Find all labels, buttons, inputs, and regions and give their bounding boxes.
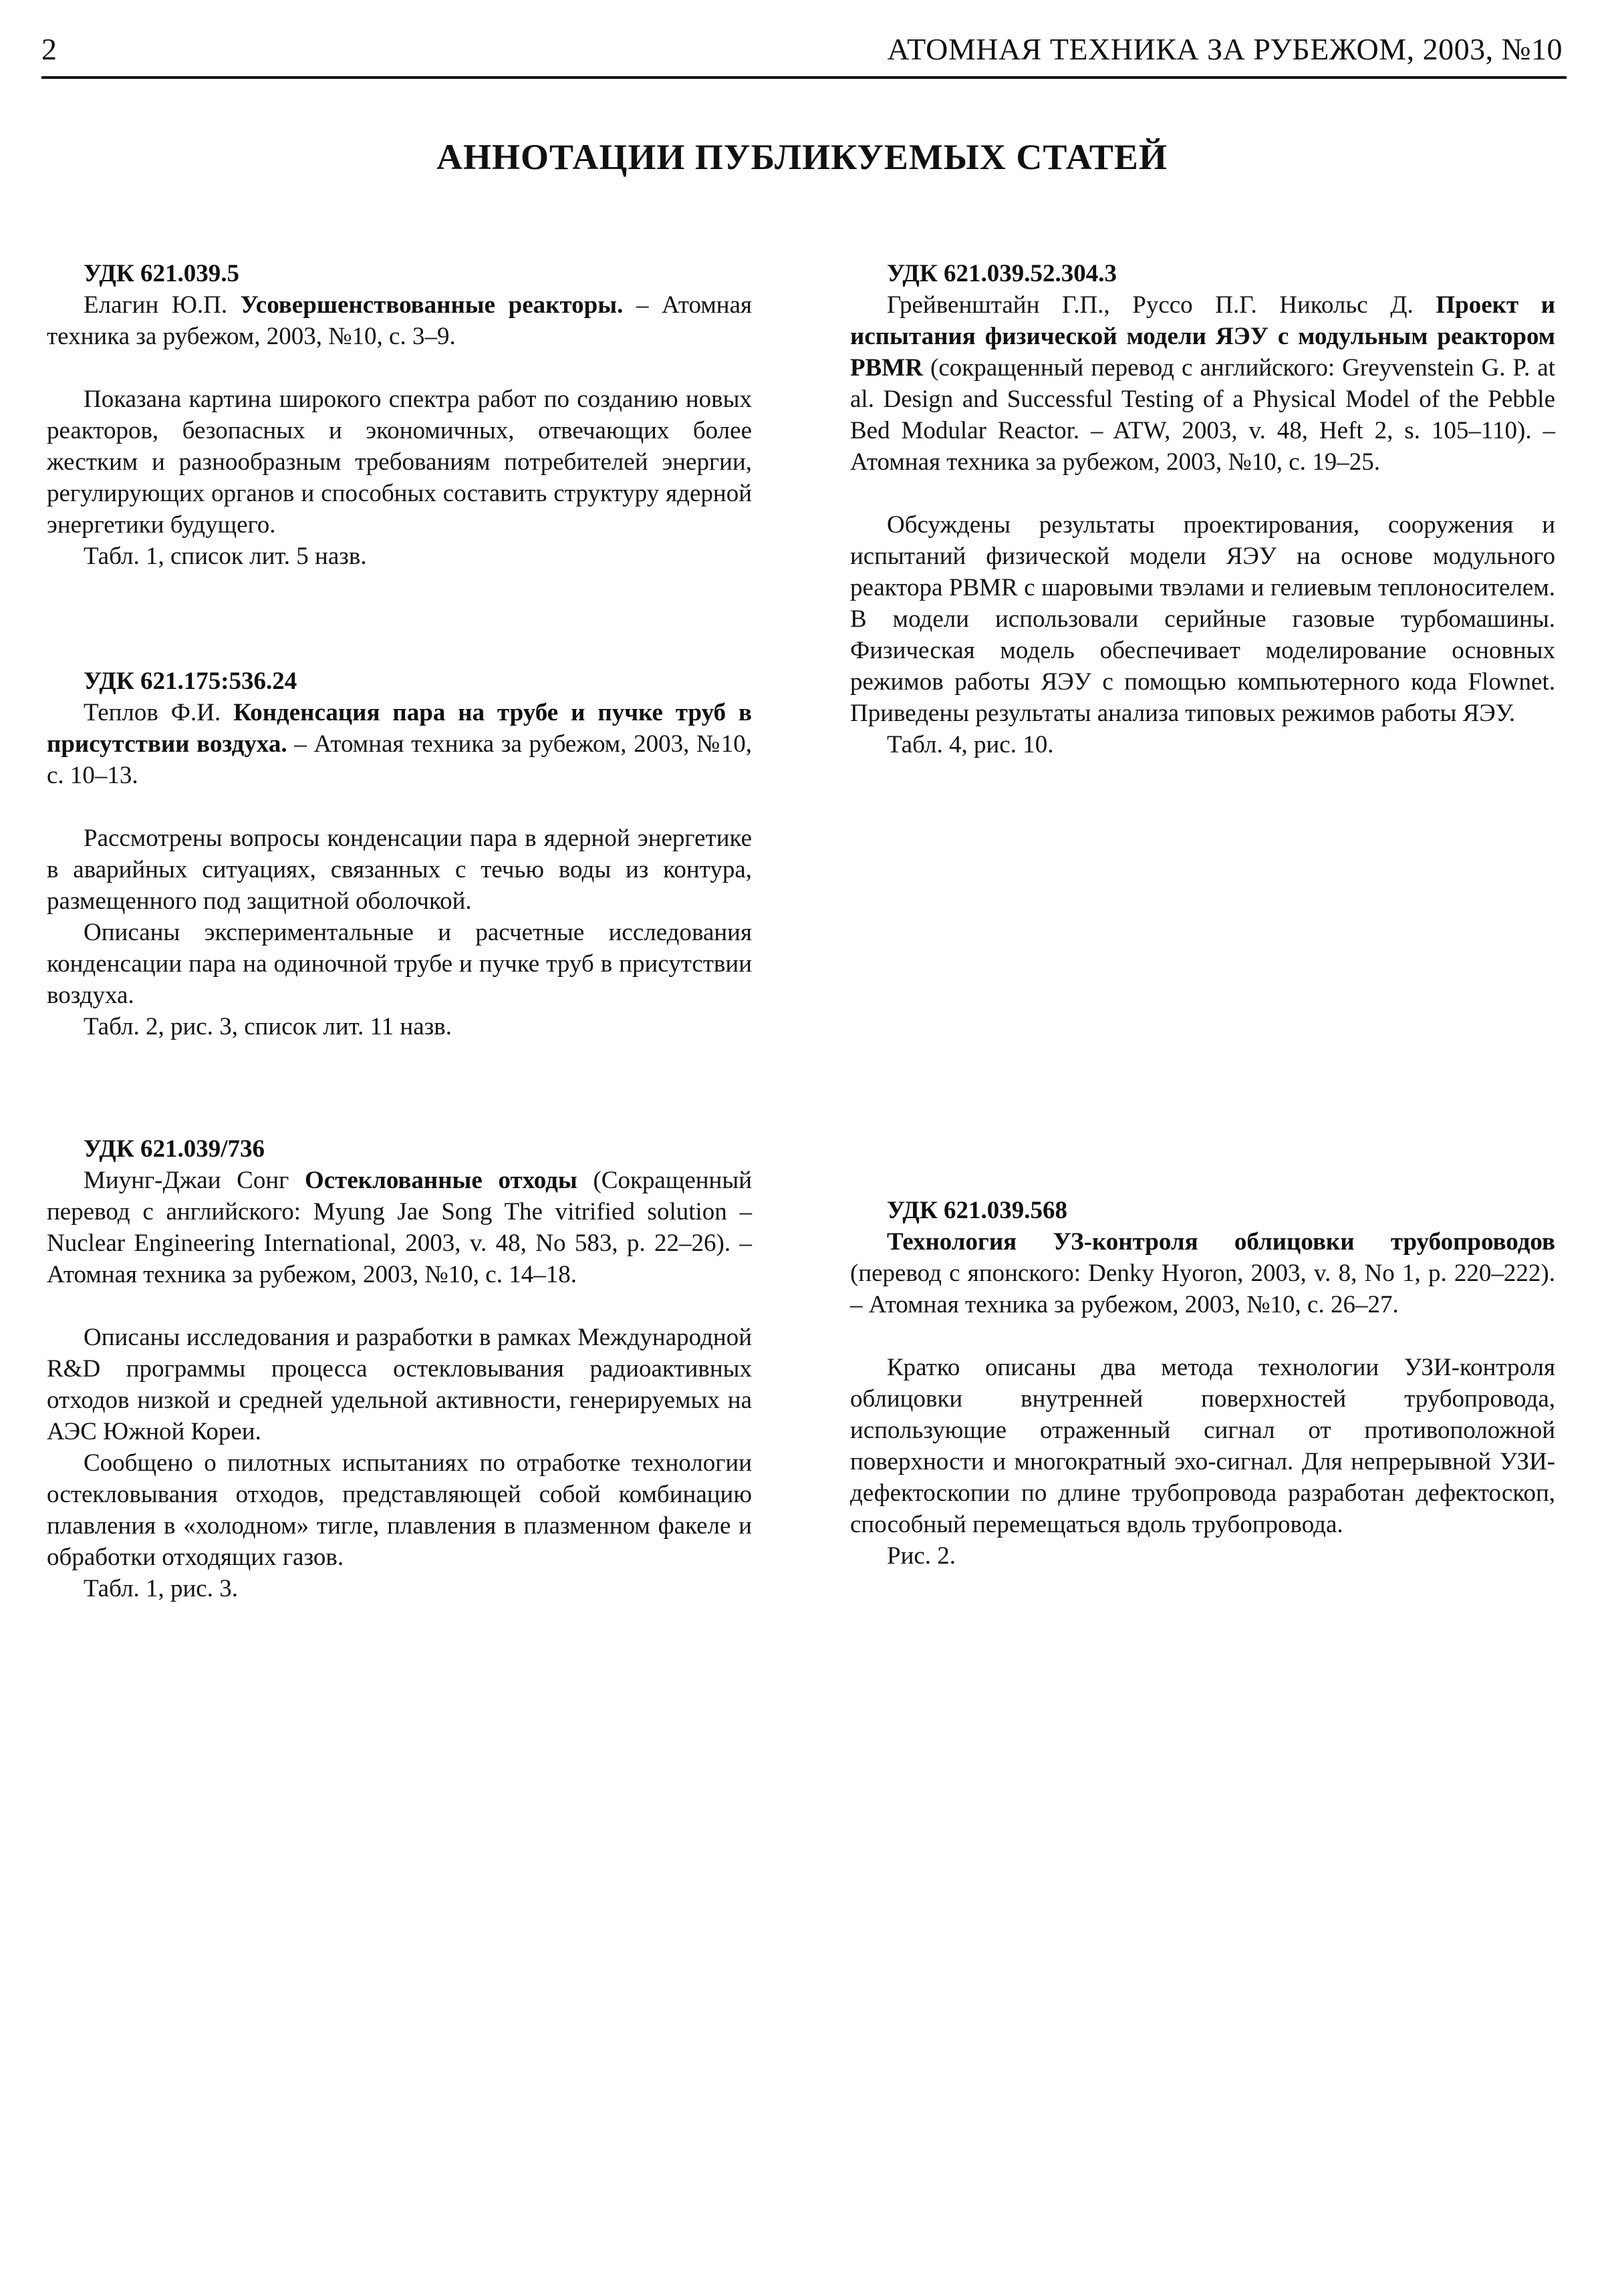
source: (перевод с японского: Denky Hyoron, 2003, v. 8, No 1, p. 220–222). – Атомная техника за рубежом, 2003, №10, с. 26–27. — [850, 1260, 1555, 1318]
source: (Сокращенный перевод с английского: Myung Jae Song The vitrified solution – Nuclear Engineering International, 2003, v. 48, No 583, p. 22–26). – Атомная техника за рубежом, 2003, №10, с. 14–18. — [47, 1167, 753, 1288]
section-title: АННОТАЦИИ ПУБЛИКУЕМЫХ СТАТЕЙ — [436, 137, 1168, 177]
citation — [850, 1226, 1555, 1320]
article-title: Конденсация пара на трубе и пучке труб в присутствии воздуха. — [47, 699, 753, 758]
udc-code: УДК 621.039.568 — [887, 1197, 1067, 1224]
citation — [47, 1165, 752, 1290]
abstract-1 — [47, 258, 752, 572]
authors: Елагин Ю.П. — [84, 291, 228, 319]
abstract-footer: Табл. 4, рис. 10. — [887, 731, 1054, 758]
citation — [850, 289, 1555, 478]
citation — [47, 697, 752, 791]
abstract-5 — [850, 1195, 1555, 1572]
article-title: Остеклованные отходы — [304, 1167, 577, 1194]
authors: Теплов Ф.И. — [84, 699, 221, 726]
journal-title: АТОМНАЯ ТЕХНИКА ЗА РУБЕЖОМ, 2003, №10 — [887, 32, 1563, 66]
abstract-text: Обсуждены результаты проектирования, сооружения и испытаний физической модели ЯЭУ на основе модульного реактора PBMR с шаровыми твэлами и гелиевым теплоносителем. В модели использовали серийные газовые турбомашины. Физическая модель обеспечивает моделирование основных режимов работы ЯЭУ с помощью компьютерного кода Flownet. Приведены результаты анализа типовых режимов работы ЯЭУ. — [850, 511, 1555, 727]
source: (сокращенный перевод с английского: Greyvenstein G. P. at al. Design and Successful Testing of a Physical Model of the Pebble Bed Modular Reactor. – ATW, 2003, v. 48, Heft 2, s. 105–110). – Атомная техника за рубежом, 2003, №10, с. 19–25. — [850, 354, 1556, 476]
running-header — [41, 29, 1567, 79]
article-title: Технология УЗ-контроля облицовки трубопроводов — [887, 1228, 1555, 1256]
abstract-text: Показана картина широкого спектра работ по созданию новых реакторов, безопасных и экономичных, отвечающих более жестким и разнообразным требованиям потребителей энергии, регулирующих органов и способных составить структуру ядерной энергетики будущего. — [47, 386, 752, 539]
abstract-text: Кратко описаны два метода технологии УЗИ-контроля облицовки внутренней поверхностей трубопровода, использующие отраженный сигнал от противоположной поверхности и многократный эхо-сигнал. Для непрерывной УЗИ-дефектоскопии по длине трубопровода разработан дефектоскоп, способный перемещаться вдоль трубопровода. — [850, 1354, 1555, 1538]
abstract-2 — [47, 666, 752, 1042]
page-number: 2 — [41, 32, 57, 66]
article-title: Проект и испытания физической модели ЯЭУ с модульным реактором PBMR — [850, 291, 1556, 382]
source: – Атомная техника за рубежом, 2003, №10, с. 3–9. — [47, 291, 753, 350]
abstract-3 — [47, 1133, 752, 1604]
udc-code: УДК 621.039/736 — [84, 1135, 265, 1163]
citation — [47, 289, 752, 352]
authors: Миунг-Джаи Сонг — [84, 1167, 289, 1194]
authors: Грейвенштайн Г.П., Руссо П.Г. Никольс Д. — [887, 291, 1414, 319]
abstract-footer: Табл. 1, список лит. 5 назв. — [84, 543, 367, 570]
abstract-text: Описаны экспериментальные и расчетные исследования конденсации пара на одиночной трубе и пучке труб в присутствии воздуха. — [47, 919, 752, 1009]
abstract-footer: Рис. 2. — [887, 1542, 956, 1570]
udc-code: УДК 621.039.5 — [84, 260, 239, 287]
abstract-footer: Табл. 1, рис. 3. — [84, 1575, 238, 1602]
abstract-text: Описаны исследования и разработки в рамках Международной R&D программы процесса остекловывания радиоактивных отходов низкой и средней удельной активности, генерируемых на АЭС Южной Кореи. — [47, 1324, 752, 1445]
abstract-text: Сообщено о пилотных испытаниях по отработке технологии остекловывания отходов, представляющей собой комбинацию плавления в «холодном» тигле, плавления в плазменном факеле и обработки отходящих газов. — [47, 1449, 752, 1571]
source: – Атомная техника за рубежом, 2003, №10, с. 10–13. — [47, 730, 753, 789]
abstract-text: Рассмотрены вопросы конденсации пара в ядерной энергетике в аварийных ситуациях, связанных с течью воды из контура, размещенного под защитной оболочкой. — [47, 825, 752, 915]
udc-code: УДК 621.175:536.24 — [84, 668, 297, 695]
abstract-4 — [850, 258, 1555, 760]
article-title: Усовершенствованные реакторы. — [240, 291, 624, 319]
udc-code: УДК 621.039.52.304.3 — [887, 260, 1117, 287]
abstract-footer: Табл. 2, рис. 3, список лит. 11 назв. — [84, 1013, 452, 1040]
